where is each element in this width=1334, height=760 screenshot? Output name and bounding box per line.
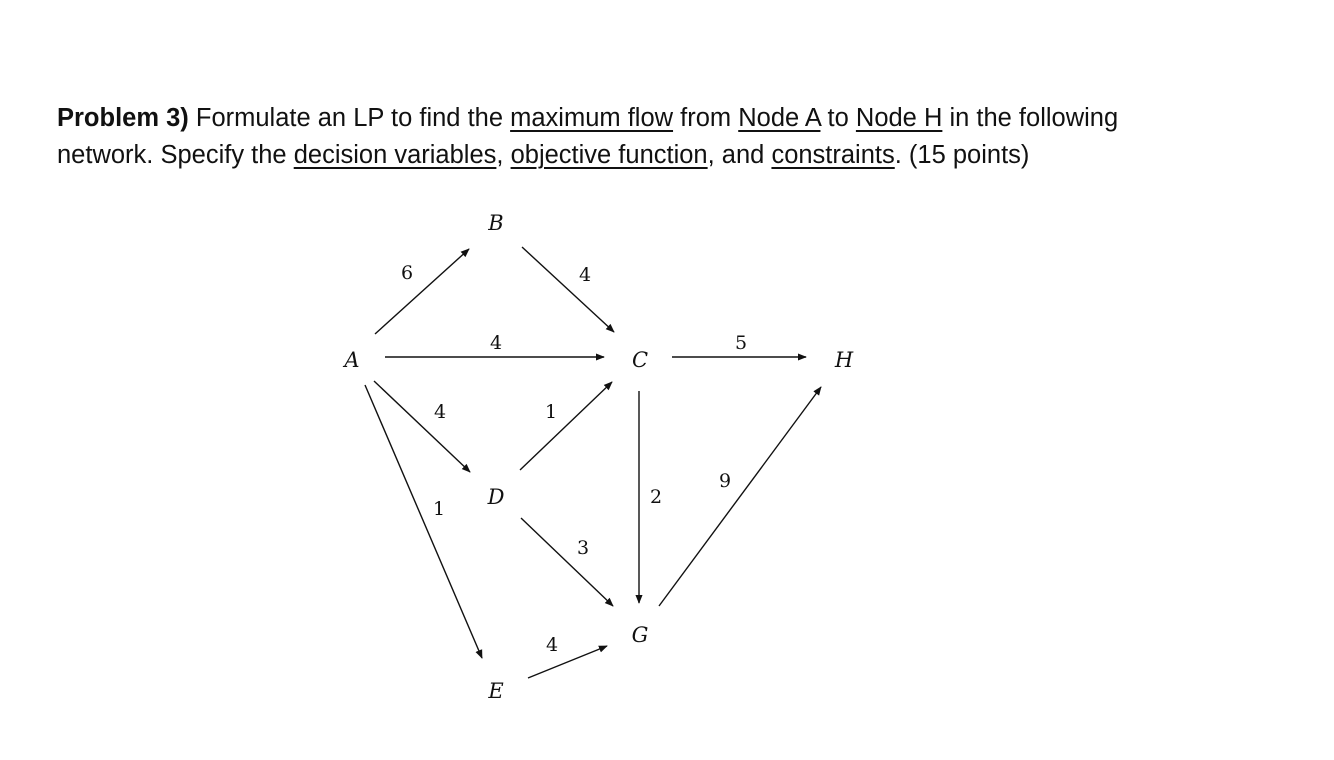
problem-text: , and [707,141,772,169]
capacity-b-c: 4 [578,264,592,286]
problem-text: , [496,141,511,169]
node-a: A [344,348,360,372]
edge-a-b [375,249,469,334]
node-e: E [488,679,504,703]
underlined-term: constraints [771,141,895,169]
problem-text: from [673,104,739,132]
node-b: B [488,211,504,235]
node-h: H [834,348,854,372]
capacity-d-c: 1 [544,401,558,423]
capacity-d-g: 3 [576,537,590,559]
edge-d-g [521,518,613,606]
capacity-a-d: 4 [433,401,447,423]
underlined-term: objective function [510,141,708,169]
edge-a-d [374,381,470,472]
underlined-term: maximum flow [510,104,674,132]
node-d: D [487,485,505,509]
node-c: C [631,348,649,372]
underlined-term: decision variables [293,141,497,169]
problem-text: to [820,104,856,132]
capacity-c-h: 5 [734,332,748,354]
problem-number: Problem 3) [57,104,189,132]
capacity-e-g: 4 [545,634,559,656]
capacity-g-h: 9 [718,470,732,492]
edge-d-c [520,382,612,470]
capacity-a-e: 1 [432,498,446,520]
node-g: G [631,623,649,647]
underlined-term: Node H [855,104,943,132]
edge-a-e [365,385,482,658]
problem-text: Formulate an LP to find the [188,104,511,132]
underlined-term: Node A [738,104,821,132]
edge-e-g [528,646,607,678]
capacity-a-c: 4 [489,332,503,354]
capacity-c-g: 2 [649,486,663,508]
edge-g-h [659,387,821,606]
capacity-a-b: 6 [400,262,414,284]
problem-text: network. Specify the [57,141,294,169]
problem-text: in the following [942,104,1119,132]
problem-text: . (15 points) [894,141,1030,169]
edge-b-c [522,247,614,332]
